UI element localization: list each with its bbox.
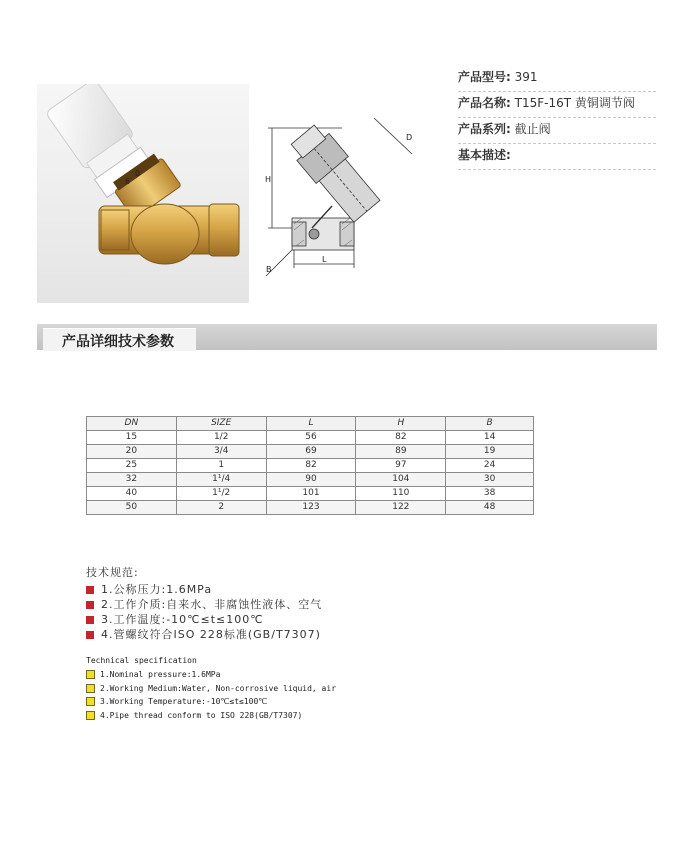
table-cell: 101: [266, 487, 356, 501]
en-spec-item-text: 4.Pipe thread conform to ISO 228(GB/T7307): [100, 710, 303, 720]
desc-label: 基本描述:: [458, 148, 511, 162]
spec-table: [86, 416, 534, 515]
col-header-l: L: [266, 417, 356, 431]
name-value: T15F-16T 黄铜调节阀: [514, 96, 635, 110]
valve-photo-illustration: [37, 84, 249, 303]
col-header-size: SIZE: [176, 417, 266, 431]
red-square-bullet-icon: [86, 601, 94, 609]
table-cell: 90: [266, 473, 356, 487]
yellow-square-bullet-icon: [86, 670, 95, 679]
table-cell: 2: [176, 501, 266, 515]
list-item: [86, 668, 336, 682]
dim-label-l: L: [322, 255, 327, 264]
table-row: [87, 431, 534, 445]
table-cell: 1¹/4: [176, 473, 266, 487]
yellow-square-bullet-icon: [86, 684, 95, 693]
table-cell: 97: [356, 459, 446, 473]
table-row: [87, 459, 534, 473]
en-spec-item-text: 2.Working Medium:Water, Non-corrosive liquid, air: [100, 683, 337, 693]
table-cell: 104: [356, 473, 446, 487]
table-row: [87, 501, 534, 515]
handle-mark-6: 6: [125, 177, 131, 186]
section-title: 产品详细技术参数: [62, 334, 174, 350]
info-row-model: [458, 66, 656, 92]
en-spec-block: [86, 656, 336, 722]
series-label: 产品系列:: [458, 122, 511, 136]
dim-label-b: B: [266, 265, 272, 274]
table-cell: 32: [87, 473, 177, 487]
info-row-desc: [458, 144, 656, 170]
model-label: 产品型号:: [458, 70, 511, 84]
table-cell: 48: [446, 501, 534, 515]
table-row: [87, 445, 534, 459]
table-cell: 110: [356, 487, 446, 501]
list-item: [86, 709, 336, 723]
cn-spec-item-text: 2.工作介质:自来水、非腐蚀性液体、空气: [101, 598, 323, 611]
table-cell: 3/4: [176, 445, 266, 459]
model-value: 391: [514, 70, 538, 84]
yellow-square-bullet-icon: [86, 711, 95, 720]
product-info: [458, 66, 656, 170]
table-cell: 25: [87, 459, 177, 473]
handle-mark-0: 0: [135, 169, 141, 178]
list-item: [86, 597, 322, 612]
name-label: 产品名称:: [458, 96, 511, 110]
table-cell: 50: [87, 501, 177, 515]
cn-spec-item-text: 4.管螺纹符合ISO 228标准(GB/T7307): [101, 628, 321, 641]
list-item: [86, 582, 322, 597]
cn-spec-title: 技术规范:: [86, 566, 139, 579]
table-cell: 30: [446, 473, 534, 487]
table-cell: 14: [446, 431, 534, 445]
list-item: [86, 695, 336, 709]
en-spec-title: Technical specification: [86, 656, 197, 665]
table-cell: 1: [176, 459, 266, 473]
col-header-b: B: [446, 417, 534, 431]
dim-label-h: H: [265, 175, 272, 184]
table-cell: 89: [356, 445, 446, 459]
table-cell: 122: [356, 501, 446, 515]
table-cell: 15: [87, 431, 177, 445]
valve-technical-drawing: [262, 110, 432, 282]
series-value: 截止阀: [514, 122, 551, 136]
table-cell: 19: [446, 445, 534, 459]
cn-spec-item-text: 1.公称压力:1.6MPa: [101, 583, 213, 596]
en-spec-item-text: 1.Nominal pressure:1.6MPa: [100, 670, 221, 679]
cn-spec-block: [86, 564, 322, 642]
product-photo: [37, 84, 249, 303]
cn-spec-item-text: 3.工作温度:-10℃≤t≤100℃: [101, 613, 264, 626]
table-cell: 69: [266, 445, 356, 459]
table-cell: 56: [266, 431, 356, 445]
red-square-bullet-icon: [86, 616, 94, 624]
list-item: [86, 682, 336, 696]
table-cell: 1/2: [176, 431, 266, 445]
red-square-bullet-icon: [86, 586, 94, 594]
yellow-square-bullet-icon: [86, 697, 95, 706]
dim-label-d: D: [406, 133, 413, 142]
table-cell: 82: [266, 459, 356, 473]
table-cell: 20: [87, 445, 177, 459]
list-item: [86, 627, 322, 642]
list-item: [86, 612, 322, 627]
table-cell: 24: [446, 459, 534, 473]
table-row: [87, 473, 534, 487]
table-cell: 40: [87, 487, 177, 501]
table-row: [87, 487, 534, 501]
table-header-row: [87, 417, 534, 431]
table-cell: 82: [356, 431, 446, 445]
col-header-h: H: [356, 417, 446, 431]
info-row-series: [458, 118, 656, 144]
en-spec-item-text: 3.Working Temperature:-10℃≤t≤100℃: [100, 697, 268, 706]
table-cell: 38: [446, 487, 534, 501]
table-cell: 123: [266, 501, 356, 515]
red-square-bullet-icon: [86, 631, 94, 639]
table-cell: 1¹/2: [176, 487, 266, 501]
info-row-name: [458, 92, 656, 118]
col-header-dn: DN: [87, 417, 177, 431]
